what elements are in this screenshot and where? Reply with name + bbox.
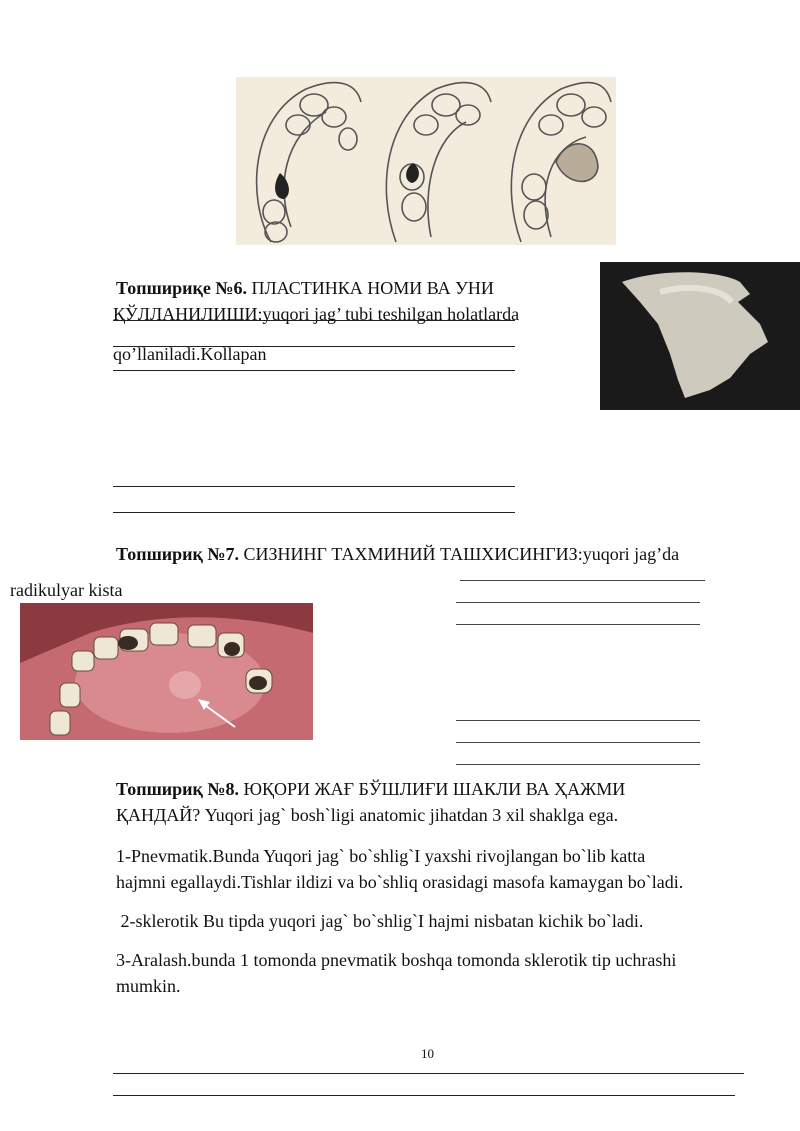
answer-rule — [113, 1073, 744, 1074]
task8-question: ҚАНДАЙ? Yuqori jag` bosh`ligi anatomic jihatdan 3 xil shaklga ega. — [116, 805, 619, 825]
task8-paragraph1-line2: hajmni egallaydi.Tishlar ildizi va bo`shliq orasidagi masofa kamaygan bo`ladi. — [116, 872, 684, 892]
task6-heading: ПЛАСТИНКА НОМИ ВА УНИ — [251, 278, 494, 298]
maxilla-illustration — [236, 77, 616, 245]
answer-rule — [456, 602, 700, 603]
mouth-photo — [20, 603, 313, 740]
task6-title: Топшириқе №6. — [116, 278, 247, 298]
task8-paragraph2: 2-sklerotik Bu tipda yuqori jag` bo`shlig`I hajmi nisbatan kichik bo`ladi. — [116, 911, 644, 931]
answer-rule — [460, 580, 705, 581]
task7-title: Топшириқ №7. — [116, 544, 239, 564]
task8-heading-line — [116, 776, 625, 802]
answer-rule — [113, 486, 515, 487]
answer-rule — [113, 320, 515, 321]
task8-paragraph3-line1: 3-Aralash.bunda 1 tomonda pnevmatik boshqa tomonda sklerotik tip uchrashi — [116, 950, 677, 970]
task6-heading-line — [116, 276, 494, 300]
answer-rule — [456, 764, 700, 765]
task7-heading: СИЗНИНГ ТАХМИНИЙ ТАШХИСИНГИЗ:yuqori jag’da — [243, 544, 680, 564]
answer-rule — [456, 742, 700, 743]
answer-rule — [456, 624, 700, 625]
task8-title: Топшириқ №8. — [116, 779, 239, 799]
task7-answer: radikulyar kista — [10, 580, 123, 600]
answer-rule — [113, 512, 515, 513]
plate-photo — [600, 262, 800, 410]
task8-heading: ЮҚОРИ ЖАҒ БЎШЛИҒИ ШАКЛИ ВА ҲАЖМИ — [243, 779, 626, 799]
answer-rule — [113, 1095, 735, 1096]
page-number: 10 — [421, 1046, 434, 1061]
task6-answer-line1: ҚЎЛЛАНИЛИШИ:yuqori jag’ tubi teshilgan holatlarda — [113, 304, 520, 324]
task6-answer-line2: qo’llaniladi.Kollapan — [113, 344, 267, 364]
task8-paragraph1-line1: 1-Pnevmatik.Bunda Yuqori jag` bo`shlig`I yaxshi rivojlangan bo`lib katta — [116, 846, 646, 866]
answer-rule — [113, 370, 515, 371]
task7-heading-line — [116, 542, 679, 566]
task8-paragraph3-line2: mumkin. — [116, 976, 181, 996]
answer-rule — [456, 720, 700, 721]
